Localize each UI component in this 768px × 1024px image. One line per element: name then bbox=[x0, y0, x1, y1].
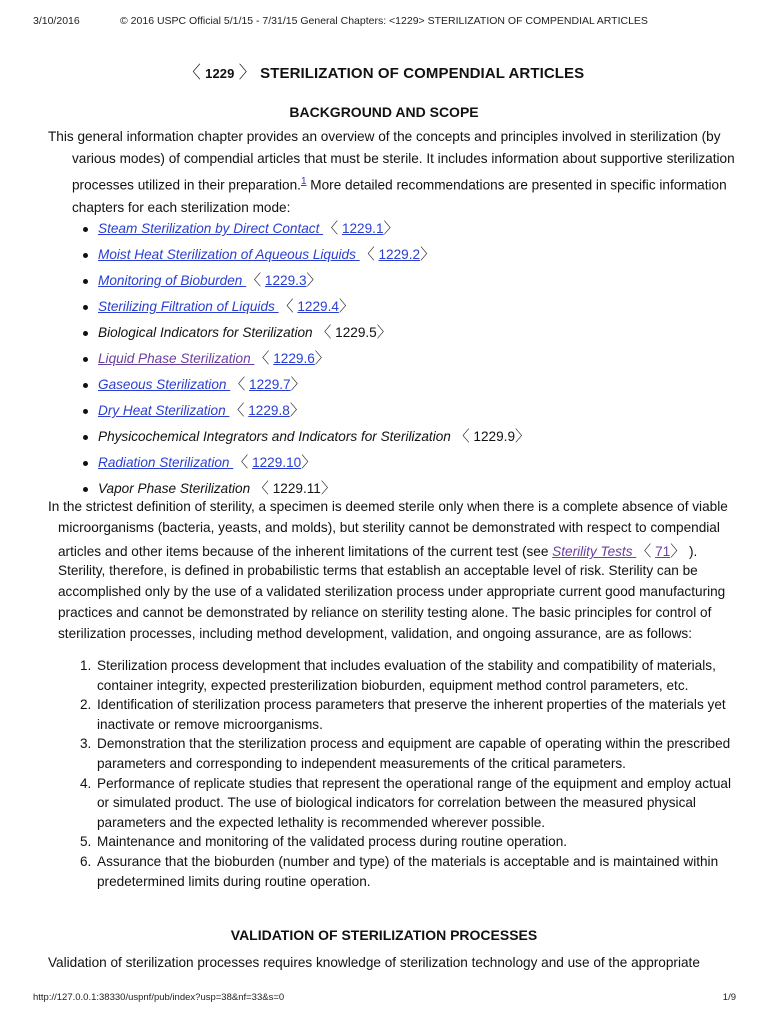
footnote-link[interactable]: 1 bbox=[300, 176, 307, 187]
chapter-code-link[interactable]: 1229.6 bbox=[273, 351, 315, 366]
print-date: 3/10/2016 bbox=[33, 15, 80, 27]
bracket-open: 〈 bbox=[183, 63, 201, 82]
list-item: Gaseous Sterilization 〈 1229.7〉 bbox=[80, 374, 530, 400]
chapter-name: Biological Indicators for Sterilization bbox=[98, 325, 317, 340]
list-item: 4. Performance of replicate studies that represent the operational range of the equipment and employ actual or simulated product. The use of biological indicators for correlation between the measured physical parameters and the expected lethality is recommended wherever possible. bbox=[80, 775, 732, 830]
list-item: Moist Heat Sterilization of Aqueous Liquids 〈 1229.2〉 bbox=[80, 244, 530, 270]
list-item: Steam Sterilization by Direct Contact 〈 1229.1〉 bbox=[80, 218, 530, 244]
chapter-link[interactable]: Radiation Sterilization bbox=[98, 455, 234, 470]
intro-line: This general information chapter provides an overview of the concepts and principles involved in sterilization (by bbox=[48, 129, 721, 144]
chapter-code-link[interactable]: 1229.1 bbox=[341, 221, 384, 236]
paragraph-line: In the strictest definition of sterility, a specimen is deemed sterile only when there is a complete absence of viable bbox=[48, 499, 728, 514]
chapter-link[interactable]: Dry Heat Sterilization bbox=[98, 403, 230, 418]
section-heading-validation: VALIDATION OF STERILIZATION PROCESSES bbox=[230, 927, 538, 943]
validation-paragraph bbox=[48, 952, 700, 974]
print-title: © 2016 USPC Official 5/1/15 - 7/31/15 General Chapters: <1229> STERILIZATION OF COMPENDIAL ARTICLES bbox=[120, 15, 648, 27]
chapter-number: 1229 bbox=[205, 66, 235, 81]
list-item: Sterilizing Filtration of Liquids 〈 1229.4〉 bbox=[80, 296, 530, 322]
chapter-code-link[interactable]: 1229.7 bbox=[249, 377, 291, 392]
list-item: 2. Identification of sterilization process parameters that preserve the inherent properties of the materials yet inactivate or remove microorganisms. bbox=[80, 697, 726, 732]
chapter-link[interactable]: Monitoring of Bioburden bbox=[98, 273, 247, 288]
chapter-link[interactable]: Moist Heat Sterilization of Aqueous Liquids bbox=[98, 247, 360, 262]
intro-line: various modes) of compendial articles that must be sterile. It includes information about supportive sterilization bbox=[72, 151, 735, 166]
paragraph-line: microorganisms (bacteria, yeasts, and molds), but sterility cannot be demonstrated with respect to compendial bbox=[58, 520, 720, 535]
chapter-title bbox=[0, 58, 768, 83]
chapter-code-link[interactable]: 1229.10 bbox=[252, 455, 302, 470]
list-item: Monitoring of Bioburden 〈 1229.3〉 bbox=[80, 270, 530, 296]
principles-list bbox=[80, 656, 731, 891]
list-item: 1. Sterilization process development that includes evaluation of the stability and compatibility of materials, container integrity, expected presterilization bioburden, equipment method control parameters, etc. bbox=[80, 658, 716, 693]
intro-paragraph bbox=[48, 126, 735, 219]
chapter-code-link[interactable]: 1229.2 bbox=[378, 247, 421, 262]
sterility-tests-code-link[interactable]: 71 bbox=[655, 544, 671, 559]
chapter-name: Physicochemical Integrators and Indicators for Sterilization bbox=[98, 429, 455, 444]
page-number: 1/9 bbox=[722, 992, 736, 1003]
list-item: Physicochemical Integrators and Indicators for Sterilization 〈 1229.9〉 bbox=[80, 426, 530, 452]
paragraph-line: accomplished only by the use of a validated sterilization process under appropriate current good manufacturing bbox=[58, 584, 726, 599]
paragraph-line: sterilization processes, including method development, validation, and ongoing assurance, are as follows: bbox=[58, 626, 692, 641]
intro-line: chapters for each sterilization mode: bbox=[72, 199, 291, 215]
chapter-list bbox=[80, 218, 530, 504]
chapter-code: 1229.11 bbox=[272, 481, 321, 496]
print-url: http://127.0.0.1:38330/uspnf/pub/index?usp=38&nf=33&s=0 bbox=[33, 992, 285, 1003]
chapter-code-link[interactable]: 1229.8 bbox=[248, 403, 290, 418]
sterility-paragraph bbox=[48, 496, 728, 644]
list-item: Dry Heat Sterilization 〈 1229.8〉 bbox=[80, 400, 530, 426]
chapter-link[interactable]: Gaseous Sterilization bbox=[98, 377, 231, 392]
sterility-tests-link[interactable]: Sterility Tests bbox=[552, 544, 637, 559]
section-heading-background: BACKGROUND AND SCOPE bbox=[289, 104, 479, 120]
intro-line: processes utilized in their preparation.$^1$ More detailed recommendations are presented in specific information bbox=[72, 176, 727, 193]
list-item: Radiation Sterilization 〈 1229.10〉 bbox=[80, 452, 530, 478]
list-item: Biological Indicators for Sterilization 〈 1229.5〉 bbox=[80, 322, 530, 348]
paragraph-line: articles and other items because of the inherent limitations of the current test (see Sterility Tests 〈 71〉 ). bbox=[58, 543, 698, 560]
chapter-code: 1229.9 bbox=[473, 429, 515, 444]
list-item: 6. Assurance that the bioburden (number and type) of the materials is acceptable and is maintained within predetermined limits during routine operation. bbox=[80, 853, 719, 889]
list-item: Liquid Phase Sterilization 〈 1229.6〉 bbox=[80, 348, 530, 374]
paragraph-line: Validation of sterilization processes requires knowledge of sterilization technology and use of the appropriate bbox=[48, 955, 700, 970]
chapter-code-link[interactable]: 1229.4 bbox=[297, 299, 339, 314]
chapter-title-text: STERILIZATION OF COMPENDIAL ARTICLES bbox=[260, 65, 585, 82]
chapter-link[interactable]: Steam Sterilization by Direct Contact bbox=[98, 221, 324, 236]
chapter-link[interactable]: Liquid Phase Sterilization bbox=[98, 351, 255, 366]
list-item: Vapor Phase Sterilization 〈 1229.11〉 bbox=[80, 478, 530, 504]
paragraph-line: Sterility, therefore, is defined in probabilistic terms that establish an acceptable level of risk. Sterility can be bbox=[58, 563, 698, 578]
paragraph-line: practices and cannot be demonstrated by reliance on sterility testing alone. The basic principles for control of bbox=[58, 605, 712, 620]
chapter-code: 1229.5 bbox=[335, 325, 377, 340]
chapter-code-link[interactable]: 1229.3 bbox=[264, 273, 307, 288]
list-item: 5. Maintenance and monitoring of the validated process during routine operation. bbox=[80, 834, 568, 850]
list-item: 3. Demonstration that the sterilization process and equipment are capable of operating within the prescribed parameters and corresponding to independent measurements of the critical parameters. bbox=[80, 736, 731, 771]
bracket-close: 〉 bbox=[238, 63, 256, 82]
chapter-name: Vapor Phase Sterilization bbox=[98, 481, 254, 496]
chapter-link[interactable]: Sterilizing Filtration of Liquids bbox=[98, 299, 279, 314]
